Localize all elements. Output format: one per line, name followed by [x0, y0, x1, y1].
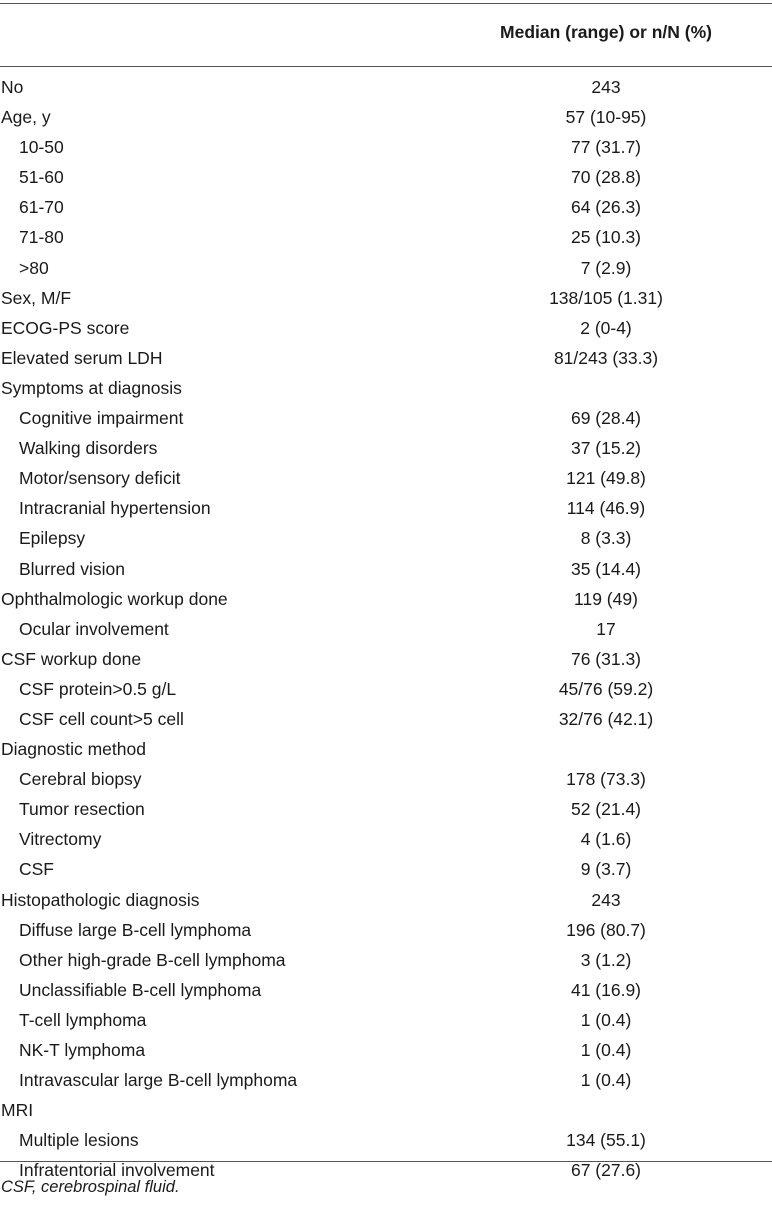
table-row — [0, 674, 772, 704]
table-row — [0, 764, 772, 794]
table-row — [0, 373, 772, 403]
row-label: Infratentorial involvement — [19, 1160, 215, 1181]
row-value: 52 (21.4) — [570, 799, 642, 820]
row-value: 7 (2.9) — [580, 257, 632, 278]
row-value: 178 (73.3) — [566, 769, 646, 790]
row-label: 10-50 — [19, 137, 64, 158]
table-row — [0, 704, 772, 734]
row-label: Cognitive impairment — [19, 408, 184, 429]
table-row — [0, 1095, 772, 1125]
table-row — [0, 794, 772, 824]
table-row — [0, 253, 772, 283]
table-row — [0, 72, 772, 102]
row-value: 25 (10.3) — [570, 227, 642, 248]
row-label: Blurred vision — [19, 558, 126, 579]
row-value: 2 (0-4) — [580, 317, 632, 338]
row-value: 196 (80.7) — [566, 919, 646, 940]
table-row — [0, 885, 772, 915]
row-label: 71-80 — [19, 227, 64, 248]
table-row — [0, 313, 772, 343]
table-row — [0, 222, 772, 252]
row-label: Elevated serum LDH — [1, 347, 163, 368]
row-label: >80 — [19, 257, 49, 278]
row-value: 69 (28.4) — [570, 408, 642, 429]
row-label: Tumor resection — [19, 799, 145, 820]
row-value: 8 (3.3) — [580, 528, 632, 549]
table-row — [0, 343, 772, 373]
row-value: 32/76 (42.1) — [558, 708, 654, 729]
row-value: 37 (15.2) — [570, 438, 642, 459]
table-row — [0, 554, 772, 584]
row-label: Ocular involvement — [19, 618, 169, 639]
table-row — [0, 403, 772, 433]
row-label: Multiple lesions — [19, 1130, 139, 1151]
table-row — [0, 1005, 772, 1035]
table-row — [0, 463, 772, 493]
top-rule — [0, 3, 772, 4]
row-value: 70 (28.8) — [570, 167, 642, 188]
row-label: T-cell lymphoma — [19, 1009, 147, 1030]
row-label: Epilepsy — [19, 528, 86, 549]
table-row — [0, 854, 772, 884]
table-row — [0, 102, 772, 132]
table-row — [0, 945, 772, 975]
row-value: 121 (49.8) — [566, 468, 646, 489]
row-value: 17 — [596, 618, 616, 639]
row-label: CSF protein>0.5 g/L — [19, 678, 177, 699]
row-label: Other high-grade B-cell lymphoma — [19, 949, 286, 970]
row-value: 81/243 (33.3) — [553, 347, 659, 368]
row-value: 134 (55.1) — [566, 1130, 646, 1151]
row-value: 1 (0.4) — [580, 1040, 632, 1060]
table-row — [0, 523, 772, 553]
row-value: 243 — [591, 889, 621, 910]
table-row — [0, 162, 772, 192]
row-label: Histopathologic diagnosis — [1, 889, 200, 910]
row-label: Diffuse large B-cell lymphoma — [19, 919, 252, 940]
table-row — [0, 975, 772, 1005]
table-row — [0, 734, 772, 764]
row-label: ECOG-PS score — [1, 317, 130, 338]
row-label: CSF workup done — [1, 648, 142, 669]
table-row — [0, 824, 772, 854]
table-row — [0, 915, 772, 945]
table-row — [0, 283, 772, 313]
row-label: Vitrectomy — [19, 829, 102, 850]
table-row — [0, 644, 772, 674]
row-label: Cerebral biopsy — [19, 769, 142, 790]
row-label: MRI — [1, 1100, 34, 1121]
row-value: 9 (3.7) — [580, 859, 632, 880]
table-row — [0, 433, 772, 463]
row-label: CSF cell count>5 cell — [19, 708, 184, 729]
table-row — [0, 1125, 772, 1155]
table-row — [0, 584, 772, 614]
row-value: 138/105 (1.31) — [549, 287, 663, 308]
row-label: Symptoms at diagnosis — [1, 377, 182, 398]
row-label: CSF — [19, 859, 54, 880]
table-row — [0, 132, 772, 162]
row-value: 35 (14.4) — [570, 558, 642, 579]
row-label: 51-60 — [19, 167, 64, 188]
row-label: NK-T lymphoma — [19, 1040, 146, 1060]
row-label: Walking disorders — [19, 438, 158, 459]
table-row — [0, 493, 772, 523]
table-row — [0, 1065, 772, 1095]
row-value: 77 (31.7) — [570, 137, 642, 158]
row-value: 1 (0.4) — [580, 1070, 632, 1091]
table-row — [0, 192, 772, 222]
row-value: 76 (31.3) — [570, 648, 642, 669]
row-label: Unclassifiable B-cell lymphoma — [19, 979, 262, 1000]
row-label: Ophthalmologic workup done — [1, 588, 228, 609]
row-value: 45/76 (59.2) — [558, 678, 654, 699]
table-row — [0, 614, 772, 644]
row-label: Age, y — [1, 107, 51, 128]
table-body — [0, 72, 772, 1185]
row-value: 1 (0.4) — [580, 1009, 632, 1030]
row-value: 243 — [591, 77, 621, 97]
row-label: Diagnostic method — [1, 739, 146, 760]
row-label: Motor/sensory deficit — [19, 468, 181, 489]
row-value: 57 (10-95) — [565, 107, 647, 128]
row-label: Intravascular large B-cell lymphoma — [19, 1070, 298, 1091]
row-value: 119 (49) — [574, 588, 638, 609]
header-rule — [0, 66, 772, 67]
row-value: 114 (46.9) — [566, 498, 646, 519]
row-value: 3 (1.2) — [580, 949, 632, 970]
bottom-rule — [0, 1161, 772, 1162]
row-label: 61-70 — [19, 197, 64, 218]
row-label: Sex, M/F — [1, 287, 72, 308]
row-value: 4 (1.6) — [580, 829, 632, 850]
row-value: 64 (26.3) — [570, 197, 642, 218]
value-column-header: Median (range) or n/N (%) — [500, 22, 712, 42]
row-label: Intracranial hypertension — [19, 498, 211, 519]
table-footnote: CSF, cerebrospinal fluid. — [1, 1178, 180, 1196]
row-value: 67 (27.6) — [570, 1160, 642, 1181]
row-value: 41 (16.9) — [570, 979, 642, 1000]
row-label: No — [1, 77, 24, 97]
table-row — [0, 1035, 772, 1065]
